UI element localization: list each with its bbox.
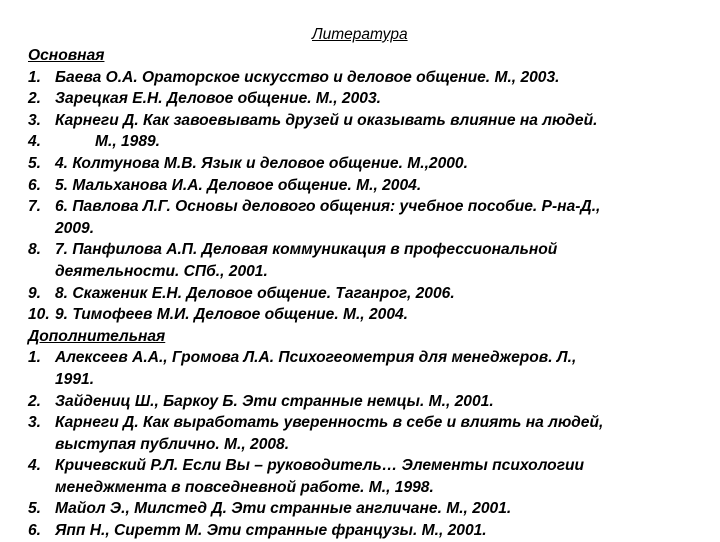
list-item (28, 391, 718, 413)
list-item (28, 239, 718, 261)
item-text: Карнеги Д. Как выработать уверенность в себе и влиять на людей, (55, 414, 604, 432)
item-text: 8. Скаженик Е.Н. Деловое общение. Таганрог, 2006. (55, 284, 455, 302)
item-text: Япп Н., Сиретт М. Эти странные французы. М., 2001. (55, 522, 487, 540)
item-number: 1. (28, 349, 42, 367)
item-number: 9. (28, 284, 42, 302)
item-text: 4. Колтунова М.В. Язык и деловое общение. М.,2000. (55, 154, 468, 172)
item-number: 10. (28, 306, 50, 324)
list-item (28, 498, 718, 520)
item-text: Майол Э., Милстед Д. Эти странные англичане. М., 2001. (55, 500, 512, 518)
item-number: 3. (28, 414, 42, 432)
list-item (28, 131, 718, 153)
list-item-continuation: 2009. (55, 219, 95, 237)
list-item-continuation: деятельности. СПб., 2001. (55, 262, 268, 280)
item-text: 6. Павлова Л.Г. Основы делового общения: учебное пособие. Р-на-Д., (55, 198, 601, 216)
item-number: 4. (28, 457, 42, 475)
page-title: Литература (312, 26, 408, 43)
item-text: Кричевский Р.Л. Если Вы – руководитель… Элементы психологии (55, 457, 585, 475)
item-text: М., 1989. (95, 133, 161, 151)
item-text: 7. Панфилова А.П. Деловая коммуникация в профессиональной (55, 241, 558, 259)
item-number: 7. (28, 198, 42, 216)
item-text: Карнеги Д. Как завоевывать друзей и оказывать влияние на людей. (55, 111, 598, 129)
list-item (28, 175, 718, 197)
item-number: 1. (28, 68, 42, 86)
item-number: 5. (28, 154, 42, 172)
list-item-continuation: менеджмента в повседневной работе. М., 1998. (55, 478, 434, 496)
list-item (28, 304, 718, 326)
item-number: 3. (28, 111, 42, 129)
item-number: 2. (28, 90, 42, 108)
item-text: Зайдениц Ш., Баркоу Б. Эти странные немцы. М., 2001. (55, 392, 494, 410)
item-number: 6. (28, 522, 42, 540)
item-number: 4. (28, 133, 42, 151)
list-item-continuation: выступая публично. М., 2008. (55, 435, 290, 453)
list-item (28, 67, 718, 89)
list-item-continuation: 1991. (55, 370, 95, 388)
item-number: 6. (28, 176, 42, 194)
list-item (28, 520, 718, 542)
list-item (28, 412, 718, 434)
bibliography (28, 45, 718, 542)
item-text: Алексеев А.А., Громова Л.А. Психогеометрия для менеджеров. Л., (55, 349, 577, 367)
item-number: 8. (28, 241, 42, 259)
item-text: Зарецкая Е.Н. Деловое общение. М., 2003. (55, 90, 381, 108)
section-heading-additional: Дополнительная (28, 327, 166, 345)
item-number: 2. (28, 392, 42, 410)
item-text: Баева О.А. Ораторское искусство и деловое общение. М., 2003. (55, 68, 560, 86)
list-item (28, 153, 718, 175)
list-item (28, 110, 718, 132)
list-item (28, 347, 718, 369)
list-item (28, 196, 718, 218)
list-item (28, 88, 718, 110)
item-number: 5. (28, 500, 42, 518)
item-text: 9. Тимофеев М.И. Деловое общение. М., 2004. (55, 306, 408, 324)
item-text: 5. Мальханова И.А. Деловое общение. М., 2004. (55, 176, 422, 194)
section-heading-main: Основная (28, 47, 105, 64)
list-item (28, 283, 718, 305)
list-item (28, 455, 718, 477)
